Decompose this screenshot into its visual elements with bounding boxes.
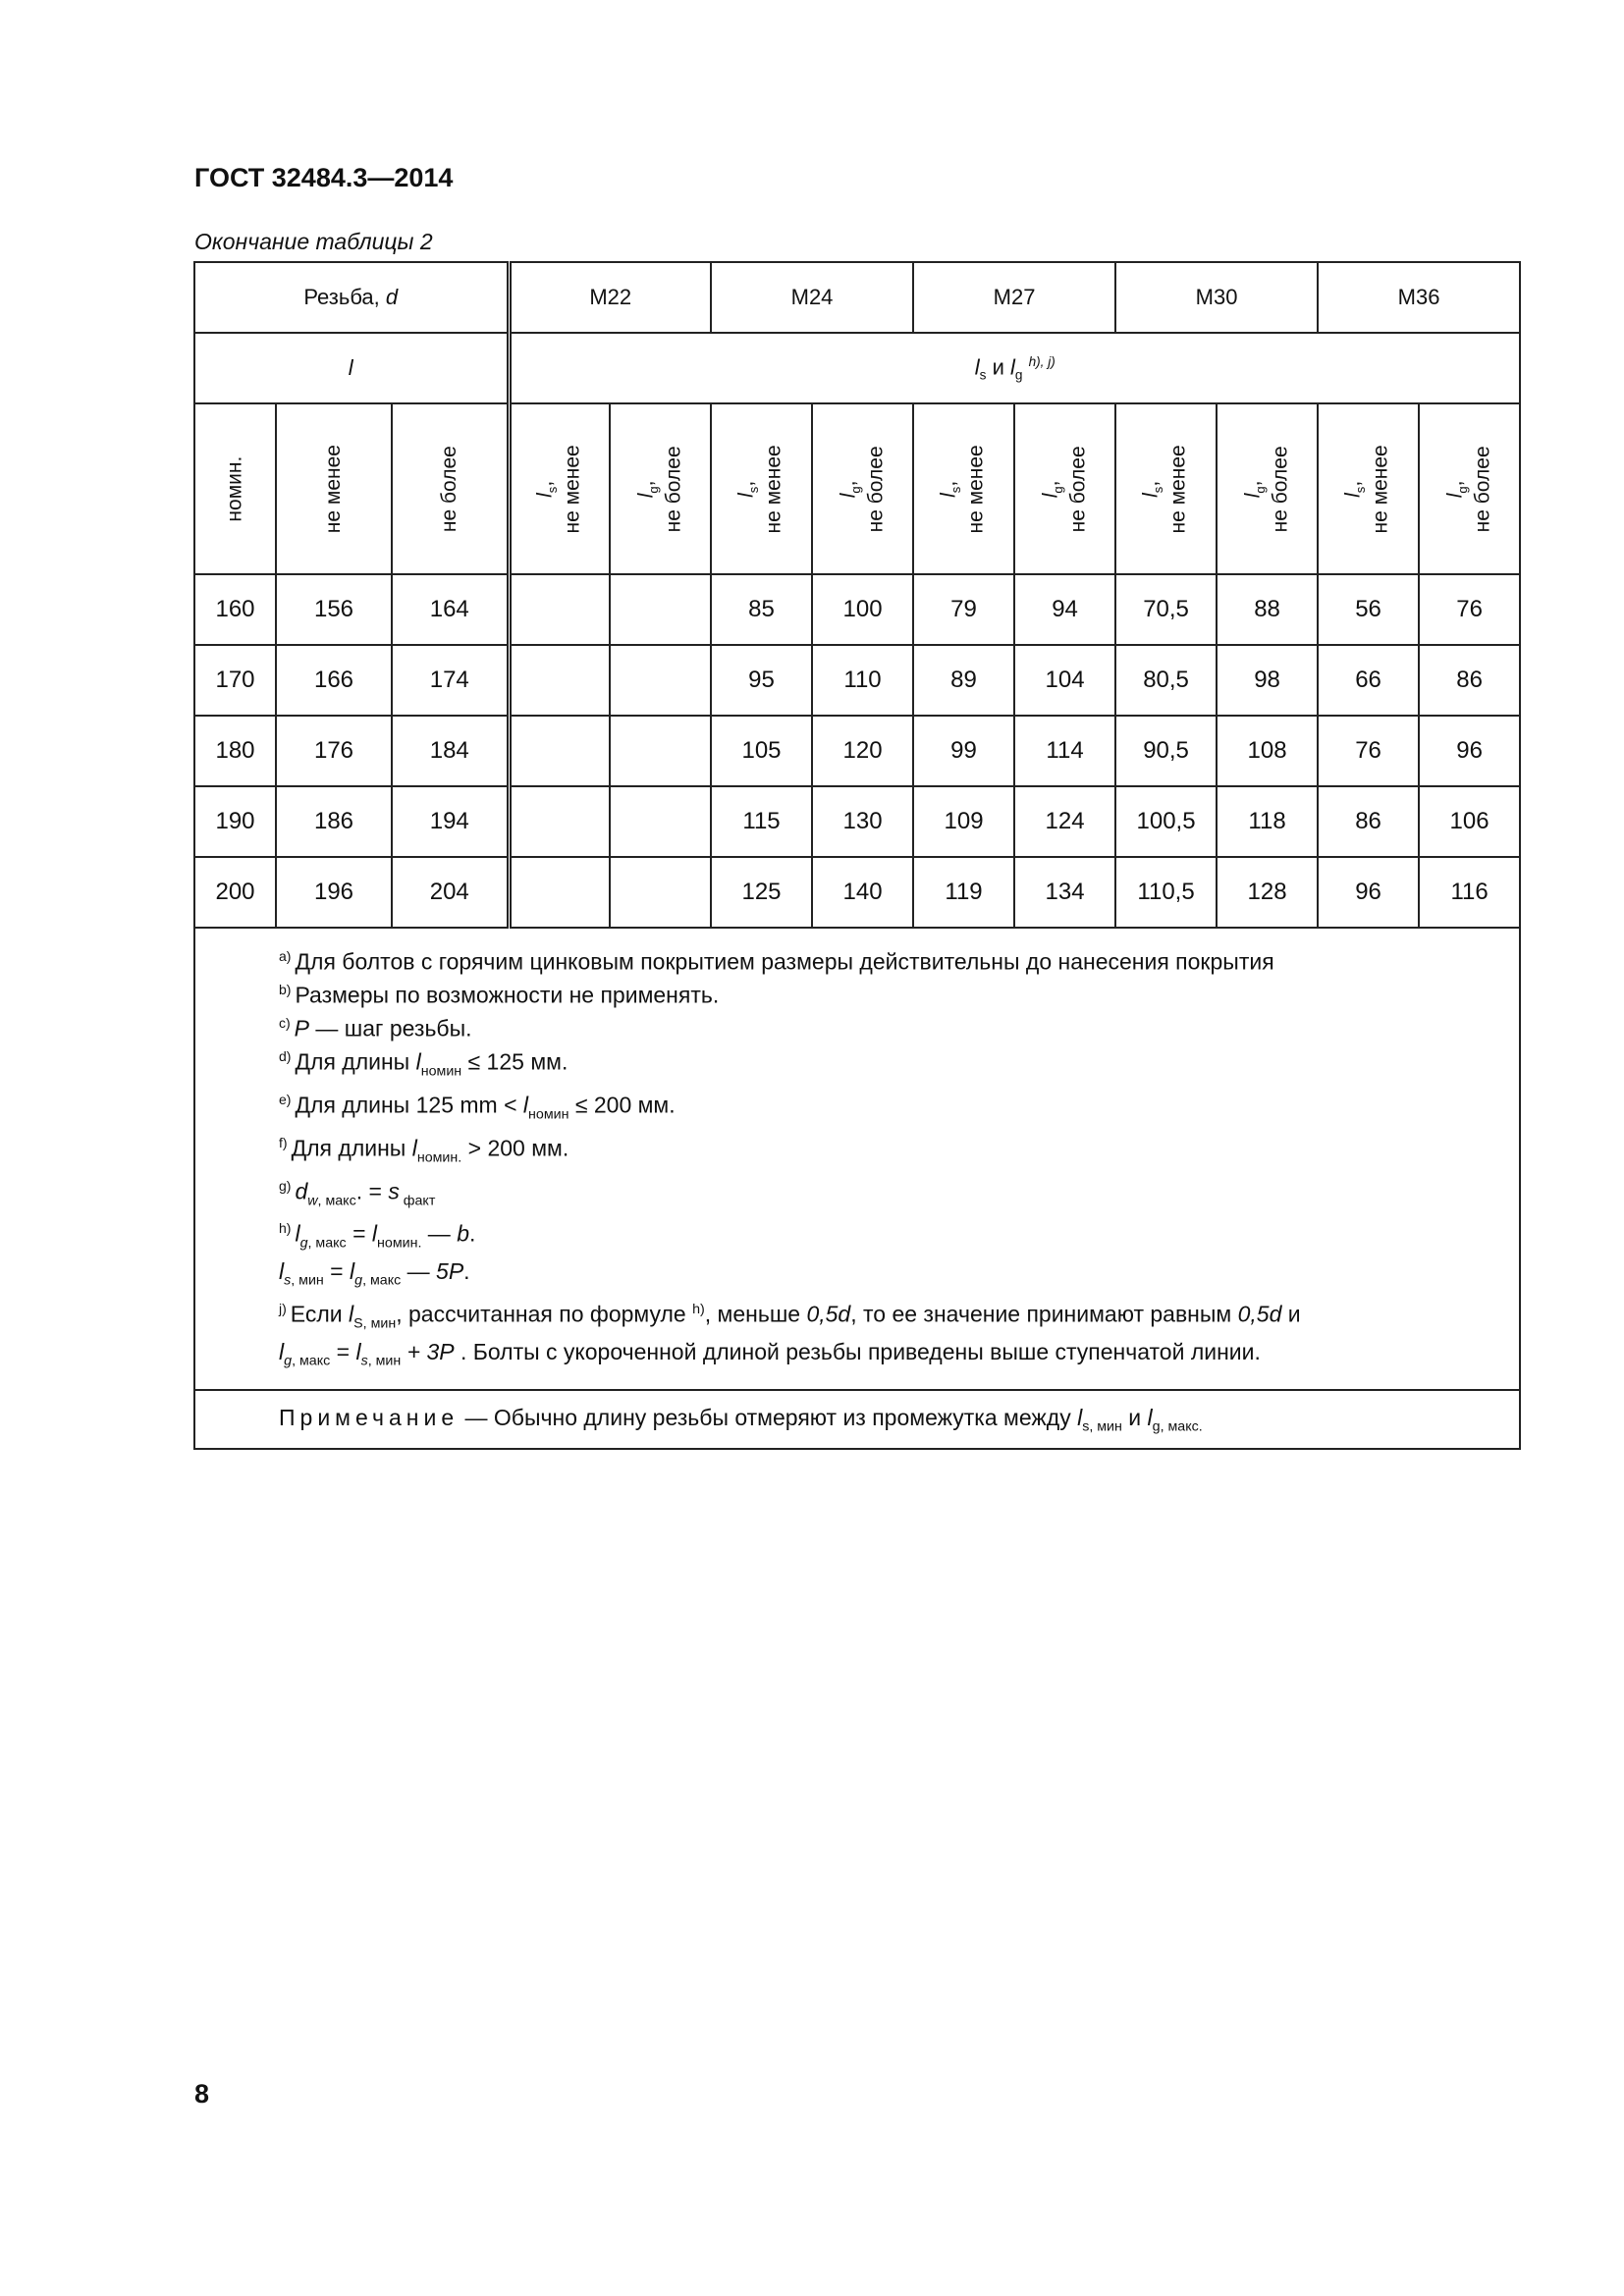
footnote-var: l — [295, 1221, 300, 1248]
footnote-sub — [284, 1273, 324, 1289]
max-header — [392, 403, 509, 574]
cell-m22-lg — [610, 574, 711, 645]
cell-m27-lg: 94 — [1014, 574, 1115, 645]
footnote-text: Для длины — [291, 1135, 412, 1161]
cell-m24-ls: 85 — [711, 574, 812, 645]
m27-ls-header — [913, 403, 1014, 574]
footnote-var: l — [355, 1339, 361, 1365]
m36-ls-header-text: $l_s$, не менее — [1342, 444, 1393, 534]
cell-m30-ls: 70,5 — [1115, 574, 1217, 645]
ls-text: не менее — [1370, 444, 1393, 534]
footnote-text: — — [401, 1258, 437, 1285]
cell-m24-ls: 95 — [711, 645, 812, 716]
cell-m36-lg: 106 — [1419, 786, 1520, 857]
lg-var: l — [1009, 353, 1015, 379]
lg-text: не более — [662, 446, 685, 532]
table-row — [194, 574, 1520, 645]
footnote-sub: номин — [420, 1063, 462, 1080]
cell-m36-lg: 76 — [1419, 574, 1520, 645]
footnote-text: , меньше — [704, 1301, 807, 1327]
cell-m22-lg — [610, 645, 711, 716]
cell-m24-lg: 140 — [812, 857, 913, 928]
cell-m22-ls — [509, 574, 610, 645]
footnote-var: l — [349, 1301, 354, 1327]
footnote-g — [279, 1172, 1499, 1215]
m22-ls-header — [509, 403, 610, 574]
footnote-text: Размеры по возможности не применять. — [295, 982, 720, 1008]
footnote-sub: номин — [528, 1106, 569, 1123]
lg-var: l — [1039, 493, 1062, 498]
cell-m30-lg: 98 — [1217, 645, 1318, 716]
footnote-c — [279, 1009, 1499, 1042]
max-header-text: не более — [437, 446, 460, 533]
ls-text: не менее — [763, 444, 786, 534]
remark-row — [194, 1390, 1520, 1449]
ls-var: l — [735, 492, 759, 498]
thread-label-cell — [194, 262, 509, 333]
lg-var: l — [634, 493, 658, 498]
thread-label-var: d — [385, 285, 399, 309]
cell-nominal: 200 — [194, 857, 276, 928]
cell-m22-ls — [509, 645, 610, 716]
cell-m30-ls: 100,5 — [1115, 786, 1217, 857]
m27-ls-header-text: $l_s$, не менее — [938, 444, 989, 534]
cell-m30-lg: 118 — [1217, 786, 1318, 857]
footnote-var: l — [279, 1339, 285, 1365]
m27-lg-header — [1014, 403, 1115, 574]
table-row — [194, 786, 1520, 857]
cell-m30-ls: 110,5 — [1115, 857, 1217, 928]
footnote-h-continued — [279, 1257, 1499, 1295]
length-label-cell — [194, 333, 509, 403]
footnote-mark: b) — [279, 982, 292, 998]
footnote-text: — — [421, 1221, 458, 1248]
lg-var: l — [1241, 493, 1265, 498]
cell-m27-lg: 124 — [1014, 786, 1115, 857]
cell-m27-lg: 134 — [1014, 857, 1115, 928]
ls-sub: s — [1353, 486, 1369, 493]
thread-m36: M36 — [1318, 262, 1520, 333]
m30-ls-header-text: $l_s$, не менее — [1140, 444, 1191, 534]
footnote-var: l — [522, 1092, 529, 1118]
footnote-f — [279, 1129, 1499, 1172]
ls-text: не менее — [562, 444, 585, 534]
cell-min: 156 — [276, 574, 392, 645]
footnote-sub-text: , макс — [317, 1192, 356, 1208]
cell-m30-lg: 108 — [1217, 716, 1318, 786]
ls-text: не менее — [1167, 444, 1191, 534]
m22-lg-header — [610, 403, 711, 574]
thread-m27: M27 — [913, 262, 1115, 333]
bolt-dimensions-table — [193, 261, 1521, 1450]
remark-label: Примечание — [279, 1404, 460, 1430]
cell-m27-lg: 104 — [1014, 645, 1115, 716]
thread-m22: M22 — [509, 262, 711, 333]
ls-sub: s — [746, 486, 762, 493]
thread-m30: M30 — [1115, 262, 1318, 333]
cell-min: 186 — [276, 786, 392, 857]
remark-text: — Обычно длину резьбы отмеряют из промежутка между — [459, 1404, 1078, 1430]
footnote-mark: d) — [279, 1048, 292, 1065]
footnote-sub-var: g — [284, 1353, 293, 1369]
page-number: 8 — [194, 2079, 210, 2109]
footnote-text: . — [469, 1221, 476, 1248]
remark-text: и — [1121, 1404, 1148, 1430]
remark-sub: s, мин — [1082, 1418, 1122, 1435]
lg-text: не более — [1471, 446, 1494, 532]
footnote-sub-var: g — [299, 1235, 308, 1252]
ls-sub: s — [979, 367, 987, 383]
table-caption: Окончание таблицы 2 — [194, 229, 433, 254]
footnotes-row — [194, 928, 1520, 1390]
cell-min: 166 — [276, 645, 392, 716]
table-row — [194, 645, 1520, 716]
cell-m36-ls: 66 — [1318, 645, 1419, 716]
cell-m22-ls — [509, 857, 610, 928]
footnote-var: l — [411, 1135, 417, 1161]
footnote-sub: номин. — [377, 1235, 422, 1252]
footnote-sub: S, мин — [353, 1315, 397, 1332]
ls-sub: s — [1151, 486, 1166, 493]
cell-nominal: 160 — [194, 574, 276, 645]
cell-max: 164 — [392, 574, 509, 645]
footnote-text: = — [346, 1221, 372, 1248]
subheader-row — [194, 403, 1520, 574]
remark-var: l — [1077, 1404, 1083, 1430]
cell-m22-ls — [509, 786, 610, 857]
table-row — [194, 716, 1520, 786]
remark-cell — [194, 1390, 1520, 1449]
footnote-mark: h) — [279, 1220, 292, 1237]
footnote-var: s — [388, 1178, 400, 1204]
cell-m30-lg: 128 — [1217, 857, 1318, 928]
footnotes-cell — [194, 928, 1520, 1390]
cell-m27-ls: 79 — [913, 574, 1014, 645]
cell-m36-lg: 96 — [1419, 716, 1520, 786]
ls-sub: s — [948, 486, 964, 493]
cell-m27-lg: 114 — [1014, 716, 1115, 786]
m36-ls-header — [1318, 403, 1419, 574]
footnote-text: , рассчитанная по формуле — [396, 1301, 693, 1327]
ls-var: l — [938, 492, 961, 498]
footnote-var: l — [371, 1221, 378, 1248]
m27-lg-header-text: $l_g$, не более — [1039, 446, 1090, 532]
footnote-text: ≤ 200 мм. — [568, 1092, 676, 1118]
thread-m24: M24 — [711, 262, 913, 333]
footnote-d — [279, 1042, 1499, 1086]
footnote-sub-var: w — [307, 1192, 318, 1208]
footnote-sub — [284, 1354, 330, 1369]
cell-m27-ls: 119 — [913, 857, 1014, 928]
m36-lg-header-text: $l_g$, не более — [1443, 446, 1494, 532]
ls-lg-sup: h), j) — [1028, 353, 1056, 369]
footnote-sub-text: , макс — [292, 1353, 331, 1369]
cell-min: 176 — [276, 716, 392, 786]
footnote-var: l — [350, 1258, 355, 1285]
cell-m24-lg: 100 — [812, 574, 913, 645]
footnote-a — [279, 942, 1499, 976]
footnote-text: — шаг резьбы. — [309, 1015, 472, 1041]
lg-sub: g — [1014, 367, 1023, 383]
thread-header-row — [194, 262, 1520, 333]
lg-sub: g — [1454, 485, 1470, 494]
footnote-sub-text: , мин — [367, 1353, 402, 1369]
cell-m24-lg: 110 — [812, 645, 913, 716]
lg-sub: g — [847, 485, 863, 494]
footnote-text: = — [323, 1258, 351, 1285]
cell-m22-lg — [610, 716, 711, 786]
footnote-sub: факт — [399, 1192, 436, 1208]
lg-text: не более — [1269, 446, 1292, 532]
footnote-sup: h) — [692, 1302, 705, 1318]
m30-ls-header — [1115, 403, 1217, 574]
footnote-text: . = — [355, 1178, 389, 1204]
lg-var: l — [1443, 493, 1467, 498]
footnote-h — [279, 1214, 1499, 1257]
footnote-var: + 3P — [401, 1339, 455, 1365]
cell-m30-lg: 88 — [1217, 574, 1318, 645]
lg-sub: g — [645, 485, 661, 494]
footnote-var: l — [415, 1049, 421, 1076]
footnote-var: 0,5d — [806, 1301, 851, 1327]
footnote-sub-var: g — [354, 1272, 363, 1289]
footnote-text: Для длины — [295, 1049, 416, 1076]
m22-lg-header-text: $l_g$, не более — [634, 446, 685, 532]
cell-nominal: 190 — [194, 786, 276, 857]
m22-ls-header-text: $l_s$, не менее — [533, 444, 585, 534]
footnote-text: ≤ 125 мм. — [461, 1049, 568, 1076]
cell-m27-ls: 109 — [913, 786, 1014, 857]
cell-max: 194 — [392, 786, 509, 857]
footnote-mark: e) — [279, 1092, 292, 1108]
footnote-mark: c) — [279, 1015, 291, 1032]
footnote-mark: f) — [279, 1134, 288, 1150]
footnote-sub-text: , макс — [362, 1272, 402, 1289]
footnote-mark: j) — [279, 1301, 287, 1317]
min-header-text: не менее — [321, 445, 345, 534]
footnote-text: . Болты с укороченной длиной резьбы приведены выше ступенчатой линии. — [454, 1339, 1261, 1365]
min-header — [276, 403, 392, 574]
lg-sub: g — [1252, 485, 1268, 494]
cell-m27-ls: 99 — [913, 716, 1014, 786]
m24-lg-header — [812, 403, 913, 574]
nominal-header-text: номин. — [223, 456, 246, 522]
cell-m36-ls: 76 — [1318, 716, 1419, 786]
ls-var: l — [1140, 492, 1164, 498]
footnote-var: d — [295, 1178, 308, 1204]
cell-m30-ls: 90,5 — [1115, 716, 1217, 786]
footnote-sub — [307, 1193, 355, 1208]
footnote-var: 5P — [436, 1258, 464, 1285]
cell-m24-ls: 105 — [711, 716, 812, 786]
footnote-text: = — [330, 1339, 356, 1365]
length-header-row — [194, 333, 1520, 403]
footnote-sub: номин. — [416, 1149, 462, 1166]
remark-sub: g, макс. — [1152, 1418, 1203, 1435]
cell-m36-ls: 56 — [1318, 574, 1419, 645]
cell-m36-ls: 96 — [1318, 857, 1419, 928]
footnote-sub-var: s — [284, 1272, 292, 1289]
cell-m36-ls: 86 — [1318, 786, 1419, 857]
cell-m36-lg: 86 — [1419, 645, 1520, 716]
ls-text: не менее — [965, 444, 989, 534]
cell-m24-ls: 115 — [711, 786, 812, 857]
footnote-text: . — [463, 1258, 470, 1285]
lg-sub: g — [1050, 485, 1065, 494]
m30-lg-header-text: $l_g$, не более — [1241, 446, 1292, 532]
footnote-text: и — [1281, 1301, 1301, 1327]
table-row — [194, 857, 1520, 928]
lg-text: не более — [864, 446, 888, 532]
footnote-var: 0,5d — [1237, 1301, 1282, 1327]
footnote-var: b — [457, 1221, 469, 1248]
footnote-sub-var: s — [360, 1353, 368, 1369]
cell-m30-ls: 80,5 — [1115, 645, 1217, 716]
footnote-sub — [354, 1273, 401, 1289]
ls-var: l — [533, 492, 557, 498]
m24-ls-header — [711, 403, 812, 574]
cell-m24-ls: 125 — [711, 857, 812, 928]
length-label: l — [348, 355, 353, 380]
footnote-mark: g) — [279, 1177, 292, 1194]
footnote-text: Для длины 125 mm < — [295, 1092, 523, 1118]
cell-nominal: 180 — [194, 716, 276, 786]
ls-var: l — [1342, 492, 1366, 498]
footnote-var: l — [279, 1258, 285, 1285]
cell-min: 196 — [276, 857, 392, 928]
thread-label-prefix: Резьба, — [303, 285, 386, 309]
m30-lg-header — [1217, 403, 1318, 574]
ls-var: l — [974, 353, 980, 379]
footnote-sub — [361, 1354, 402, 1369]
cell-m27-ls: 89 — [913, 645, 1014, 716]
footnote-text: Для болтов с горячим цинковым покрытием размеры действительны до нанесения покрытия — [295, 948, 1274, 975]
ls-lg-label-cell — [509, 333, 1520, 403]
cell-m22-ls — [509, 716, 610, 786]
cell-nominal: 170 — [194, 645, 276, 716]
ls-sub: s — [545, 486, 561, 493]
footnote-j-continued — [279, 1338, 1499, 1375]
footnote-sub-text: , мин — [291, 1272, 324, 1289]
footnote-b — [279, 976, 1499, 1009]
cell-m22-lg — [610, 857, 711, 928]
m36-lg-header — [1419, 403, 1520, 574]
m24-ls-header-text: $l_s$, не менее — [735, 444, 786, 534]
remark-var: l — [1147, 1404, 1153, 1430]
footnote-e — [279, 1086, 1499, 1129]
footnote-mark: a) — [279, 948, 292, 964]
cell-m24-lg: 130 — [812, 786, 913, 857]
footnote-sub-text: , макс — [307, 1235, 347, 1252]
lg-var: l — [837, 493, 860, 498]
ls-lg-conj: и — [986, 353, 1010, 379]
lg-text: не более — [1066, 446, 1090, 532]
m24-lg-header-text: $l_g$, не более — [837, 446, 888, 532]
footnote-text: , то ее значение принимают равным — [850, 1301, 1238, 1327]
footnote-var: P — [294, 1015, 310, 1041]
footnote-text: Если — [290, 1301, 350, 1327]
cell-m22-lg — [610, 786, 711, 857]
footnote-j — [279, 1295, 1499, 1338]
cell-max: 174 — [392, 645, 509, 716]
document-code: ГОСТ 32484.3—2014 — [194, 163, 454, 192]
footnote-sub — [300, 1236, 347, 1252]
cell-m36-lg: 116 — [1419, 857, 1520, 928]
footnote-text: > 200 мм. — [461, 1135, 569, 1161]
cell-max: 204 — [392, 857, 509, 928]
nominal-header — [194, 403, 276, 574]
cell-max: 184 — [392, 716, 509, 786]
cell-m24-lg: 120 — [812, 716, 913, 786]
